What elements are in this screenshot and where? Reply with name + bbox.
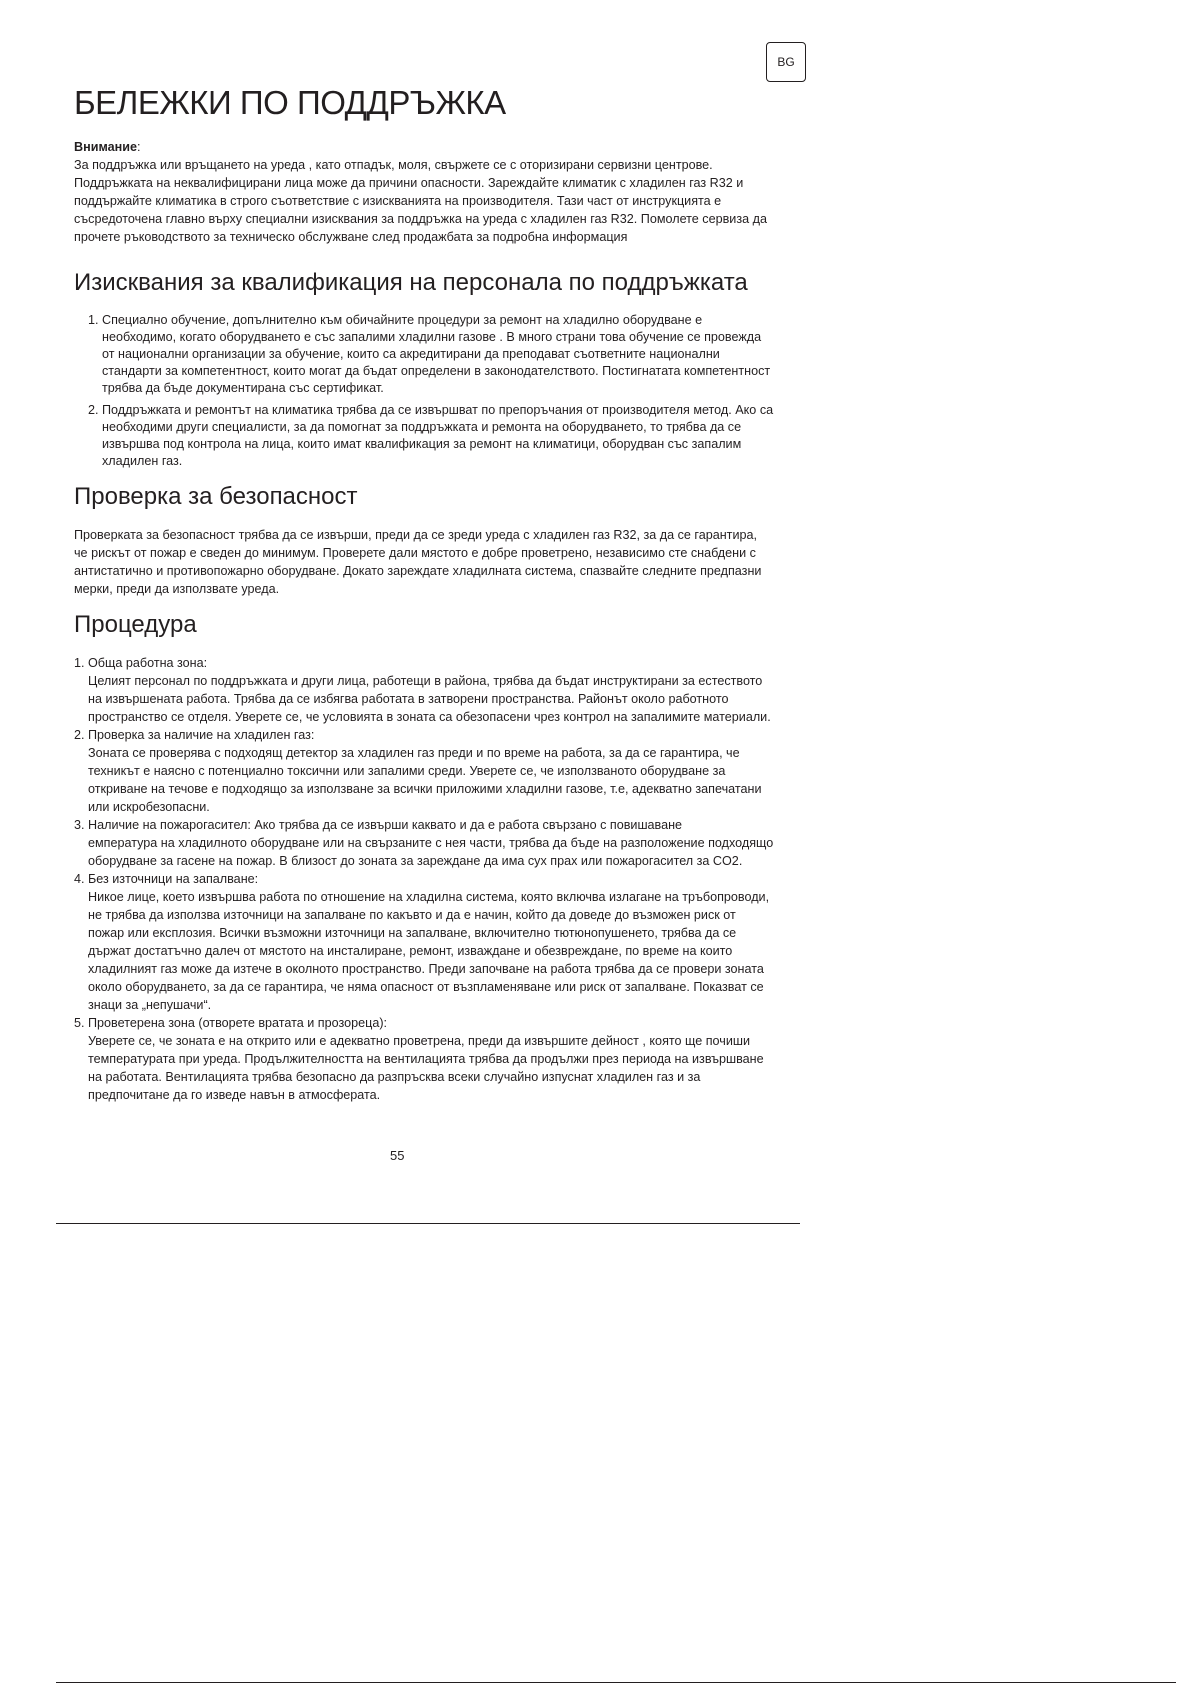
procedure-step bbox=[74, 870, 774, 1014]
step-title: 5. Проветерена зона (отворете вратата и прозореца): bbox=[74, 1016, 388, 1030]
step-text: Никое лице, което извършва работа по отношение на хладилна система, която включва излагане на тръбопроводи, не трябва да използва източници на запалване по какъвто и да е начин, който да доведе до възможен риск от пожар или експлозия. Всички възможни източници на запалване, включително тютюнопушенето, трябва да се държат достатъчно далеч от мястото на инсталиране, ремонт, изваждане и обезвреждане, по време на които хладилният газ може да изтече в околното пространство. Преди започване на работа трябва да се провери зоната около оборудването, за да се гарантира, че няма опасност от възпламеняване или риск от запалване. Показват се знаци за „непушачи“. bbox=[88, 890, 770, 1012]
page-title: БЕЛЕЖКИ ПО ПОДДРЪЖКА bbox=[74, 84, 506, 121]
qualification-list bbox=[74, 312, 774, 470]
safety-text: Проверката за безопасност трябва да се извърши, преди да се зреди уреда с хладилен газ R32, за да се гарантира, че рискът от пожар е сведен до минимум. Проверете дали мястото е добре проветрено, независимо сте снабдени с антистатично и противопожарно оборудване. Докато зареждате хладилната система, спазвайте следните предпазни мерки, преди да използвате уреда. bbox=[74, 528, 762, 596]
procedure-heading: Процедура bbox=[74, 611, 197, 638]
divider bbox=[56, 1682, 1176, 1683]
safety-heading: Проверка за безопасност bbox=[74, 483, 358, 510]
divider bbox=[56, 1223, 800, 1224]
list-item: 2. Поддръжката и ремонтът на климатика трябва да се извършват по препоръчания от производителя метод. Ако са необходими други специалисти, за да помогнат за поддръжката и ремонта на оборудването, то трябва да се извършва под контрола на лица, които имат квалификация за ремонт на климатици, оборудван със запалим хладилен газ. bbox=[102, 402, 774, 470]
step-text: Уверете се, че зоната е на открито или е адекватно проветрена, преди да извършите дейност , която ще почиши температурата при уреда. Продължителността на вентилацията трябва да продължи през периода на извършване на работата. Вентилацията трябва безопасно да разпръсква всеки случайно изпуснат хладилен газ и за предпочитане да го изведе навън в атмосферата. bbox=[88, 1034, 764, 1102]
step-title: 3. Наличие на пожарогасител: Ако трябва да се извърши каквато и да е работа свързано с повишаване bbox=[74, 818, 683, 832]
attention-colon: : bbox=[136, 140, 141, 154]
procedure-step bbox=[74, 726, 774, 816]
step-text: Зоната се проверява с подходящ детектор за хладилен газ преди и по време на работа, за да се гарантира, че техникът е наясно с потенциално токсични или запалими среди. Уверете се, че използваното оборудване за откриване на течове е подходящо за използване за всички приложими хладилни газове, т.е, адекватно запечатани или искробезопасни. bbox=[88, 746, 762, 814]
attention-text: За поддръжка или връщането на уреда , като отпадък, моля, свържете се с оторизирани сервизни центрове. Поддръжката на неквалифицирани лица може да причини опасности. Зареждайте климатик с хладилен газ R32 и поддържайте климатика в строго съответствие с изискванията на производителя. Тази част от инструкцията е съсредоточена главно върху специални изисквания за поддръжка на уреда с хладилен газ R32. Помолете сервиза да прочете ръководството за техническо обслужване след продажбата за подробна информация bbox=[74, 158, 767, 244]
page-number: 55 bbox=[390, 1148, 405, 1163]
qualification-heading: Изисквания за квалификация на персонала по поддръжката bbox=[74, 269, 748, 296]
attention-block bbox=[74, 138, 774, 246]
step-title: 2. Проверка за наличие на хладилен газ: bbox=[74, 728, 315, 742]
procedure-list bbox=[74, 654, 774, 1104]
procedure-step bbox=[74, 816, 774, 870]
procedure-step bbox=[74, 654, 774, 726]
list-item: 1. Специално обучение, допълнително към обичайните процедури за ремонт на хладилно оборудване е необходимо, когато оборудването е със запалими хладилни газове . В много страни това обучение се провежда от национални организации за обучение, които са акредитирани да преподават съответните национални стандарти за компетентност, които могат да бъдат определени в законодателството. Постигнатата компетентност трябва да бъде документирана със сертификат. bbox=[102, 312, 774, 397]
attention-label: Внимание bbox=[74, 140, 137, 154]
page-content bbox=[74, 80, 774, 1104]
step-title: 1. Обща работна зона: bbox=[74, 656, 208, 670]
step-title: 4. Без източници на запалване: bbox=[74, 872, 259, 886]
step-text: емпература на хладилното оборудване или на свързаните с нея части, трябва да бъде на разположение подходящо оборудване за гасене на пожар. В близост до зоната за зареждане да има сух прах или пожарогасител за CO2. bbox=[88, 836, 774, 868]
procedure-step bbox=[74, 1014, 774, 1104]
step-text: Целият персонал по поддръжката и други лица, работещи в района, трябва да бъдат инструктирани за естеството на извършената работа. Трябва да се избягва работата в затворени пространства. Районът около работното пространство се отделя. Уверете се, че условията в зоната са обезопасени чрез контрол на запалимите материали. bbox=[88, 674, 771, 724]
language-badge: BG bbox=[766, 42, 806, 82]
